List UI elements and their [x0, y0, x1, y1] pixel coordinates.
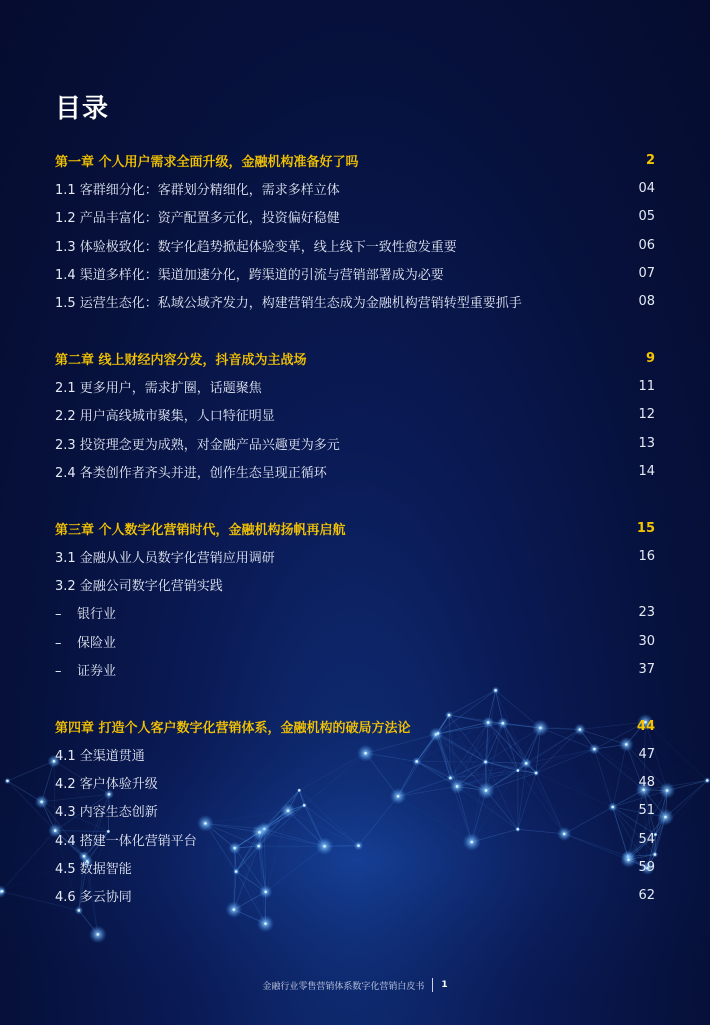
toc-item-page: 08	[638, 294, 655, 310]
toc-item[interactable]	[55, 231, 655, 259]
footer-doc-title: 金融行业零售营销体系数字化营销白皮书	[262, 981, 425, 992]
toc-item-page: 14	[638, 463, 655, 479]
chapter-page: 2	[645, 152, 655, 168]
toc-item-page: 51	[638, 803, 655, 819]
toc-subitem[interactable]	[55, 599, 655, 627]
toc-item-page: 48	[638, 775, 655, 791]
dash-bullet: –	[55, 663, 62, 679]
toc-item-page: 05	[638, 209, 655, 225]
toc-item[interactable]	[55, 797, 655, 825]
toc-item-label: 1.1 客群细分化：客群划分精细化，需求多样立体	[55, 182, 340, 198]
section-gap	[55, 684, 655, 712]
toc-item-label: 2.1 更多用户，需求扩圈，话题聚焦	[55, 381, 262, 397]
toc-item[interactable]	[55, 203, 655, 231]
toc-item-label: 1.3 体验极致化：数字化趋势掀起体验变革，线上线下一致性愈发重要	[55, 239, 457, 255]
toc-item[interactable]	[55, 287, 655, 315]
table-of-contents	[55, 146, 655, 910]
toc-item-page: 13	[638, 435, 655, 451]
toc-item-label: 4.1 全渠道贯通	[55, 748, 145, 764]
toc-item[interactable]	[55, 769, 655, 797]
toc-item-label: 4.3 内容生态创新	[55, 805, 158, 821]
toc-item-page: 04	[638, 180, 655, 196]
section-gap	[55, 316, 655, 344]
toc-item-page: 06	[638, 237, 655, 253]
toc-item-label: 1.4 渠道多样化：渠道加速分化，跨渠道的引流与营销部署成为必要	[55, 267, 444, 283]
toc-item-label: 4.5 数据智能	[55, 862, 132, 878]
toc-item-label: 4.2 客户体验升级	[55, 777, 158, 793]
toc-item-label: 4.6 多云协同	[55, 890, 132, 906]
toc-item[interactable]	[55, 429, 655, 457]
toc-item-page: 37	[638, 661, 655, 677]
toc-chapter-2[interactable]	[55, 344, 655, 372]
toc-item-page: 16	[638, 548, 655, 564]
footer-page-number: 1	[441, 980, 448, 990]
toc-item-page: 54	[638, 831, 655, 847]
toc-item-label: 银行业	[77, 607, 117, 623]
toc-item-label: 2.4 各类创作者齐头并进，创作生态呈现正循环	[55, 465, 327, 481]
toc-item-label: 4.4 搭建一体化营销平台	[55, 833, 197, 849]
toc-item-page: 23	[638, 605, 655, 621]
chapter-title: 第一章 个人用户需求全面升级，金融机构准备好了吗	[55, 154, 359, 170]
toc-item-page: 47	[638, 746, 655, 762]
chapter-page: 44	[636, 718, 655, 734]
dash-bullet: –	[55, 607, 62, 623]
toc-item-label: 1.5 运营生态化：私域公域齐发力，构建营销生态成为金融机构营销转型重要抓手	[55, 296, 522, 312]
toc-item[interactable]	[55, 457, 655, 485]
toc-item[interactable]	[55, 174, 655, 202]
toc-item-label: 证券业	[77, 663, 117, 679]
chapter-page: 15	[636, 520, 655, 536]
toc-item-label: 1.2 产品丰富化：资产配置多元化，投资偏好稳健	[55, 211, 340, 227]
chapter-page: 9	[645, 350, 655, 366]
toc-item[interactable]	[55, 853, 655, 881]
page-footer	[0, 978, 710, 992]
toc-item[interactable]	[55, 570, 655, 598]
toc-item[interactable]	[55, 740, 655, 768]
toc-item[interactable]	[55, 825, 655, 853]
toc-item[interactable]	[55, 882, 655, 910]
toc-item[interactable]	[55, 372, 655, 400]
dash-bullet: –	[55, 635, 62, 651]
section-gap	[55, 486, 655, 514]
chapter-title: 第四章 打造个人客户数字化营销体系，金融机构的破局方法论	[55, 720, 411, 736]
toc-item-label: 2.2 用户高线城市聚集，人口特征明显	[55, 409, 275, 425]
toc-chapter-4[interactable]	[55, 712, 655, 740]
toc-item-page: 62	[638, 888, 655, 904]
page-title: 目录	[55, 94, 110, 124]
toc-item[interactable]	[55, 259, 655, 287]
toc-item[interactable]	[55, 542, 655, 570]
toc-item-label: 2.3 投资理念更为成熟，对金融产品兴趣更为多元	[55, 437, 340, 453]
toc-item-label: 3.1 金融从业人员数字化营销应用调研	[55, 550, 275, 566]
chapter-title: 第三章 个人数字化营销时代，金融机构扬帆再启航	[55, 522, 346, 538]
footer-divider	[432, 978, 433, 992]
chapter-title: 第二章 线上财经内容分发，抖音成为主战场	[55, 352, 307, 368]
toc-item-label: 3.2 金融公司数字化营销实践	[55, 579, 223, 595]
toc-item-page: 07	[638, 265, 655, 281]
toc-subitem[interactable]	[55, 627, 655, 655]
toc-item[interactable]	[55, 401, 655, 429]
toc-item-page: 30	[638, 633, 655, 649]
toc-chapter-3[interactable]	[55, 514, 655, 542]
toc-chapter-1[interactable]	[55, 146, 655, 174]
toc-item-page: 11	[638, 379, 655, 395]
toc-subitem[interactable]	[55, 655, 655, 683]
toc-item-page: 59	[638, 860, 655, 876]
toc-item-page: 12	[638, 407, 655, 423]
toc-item-label: 保险业	[77, 635, 117, 651]
